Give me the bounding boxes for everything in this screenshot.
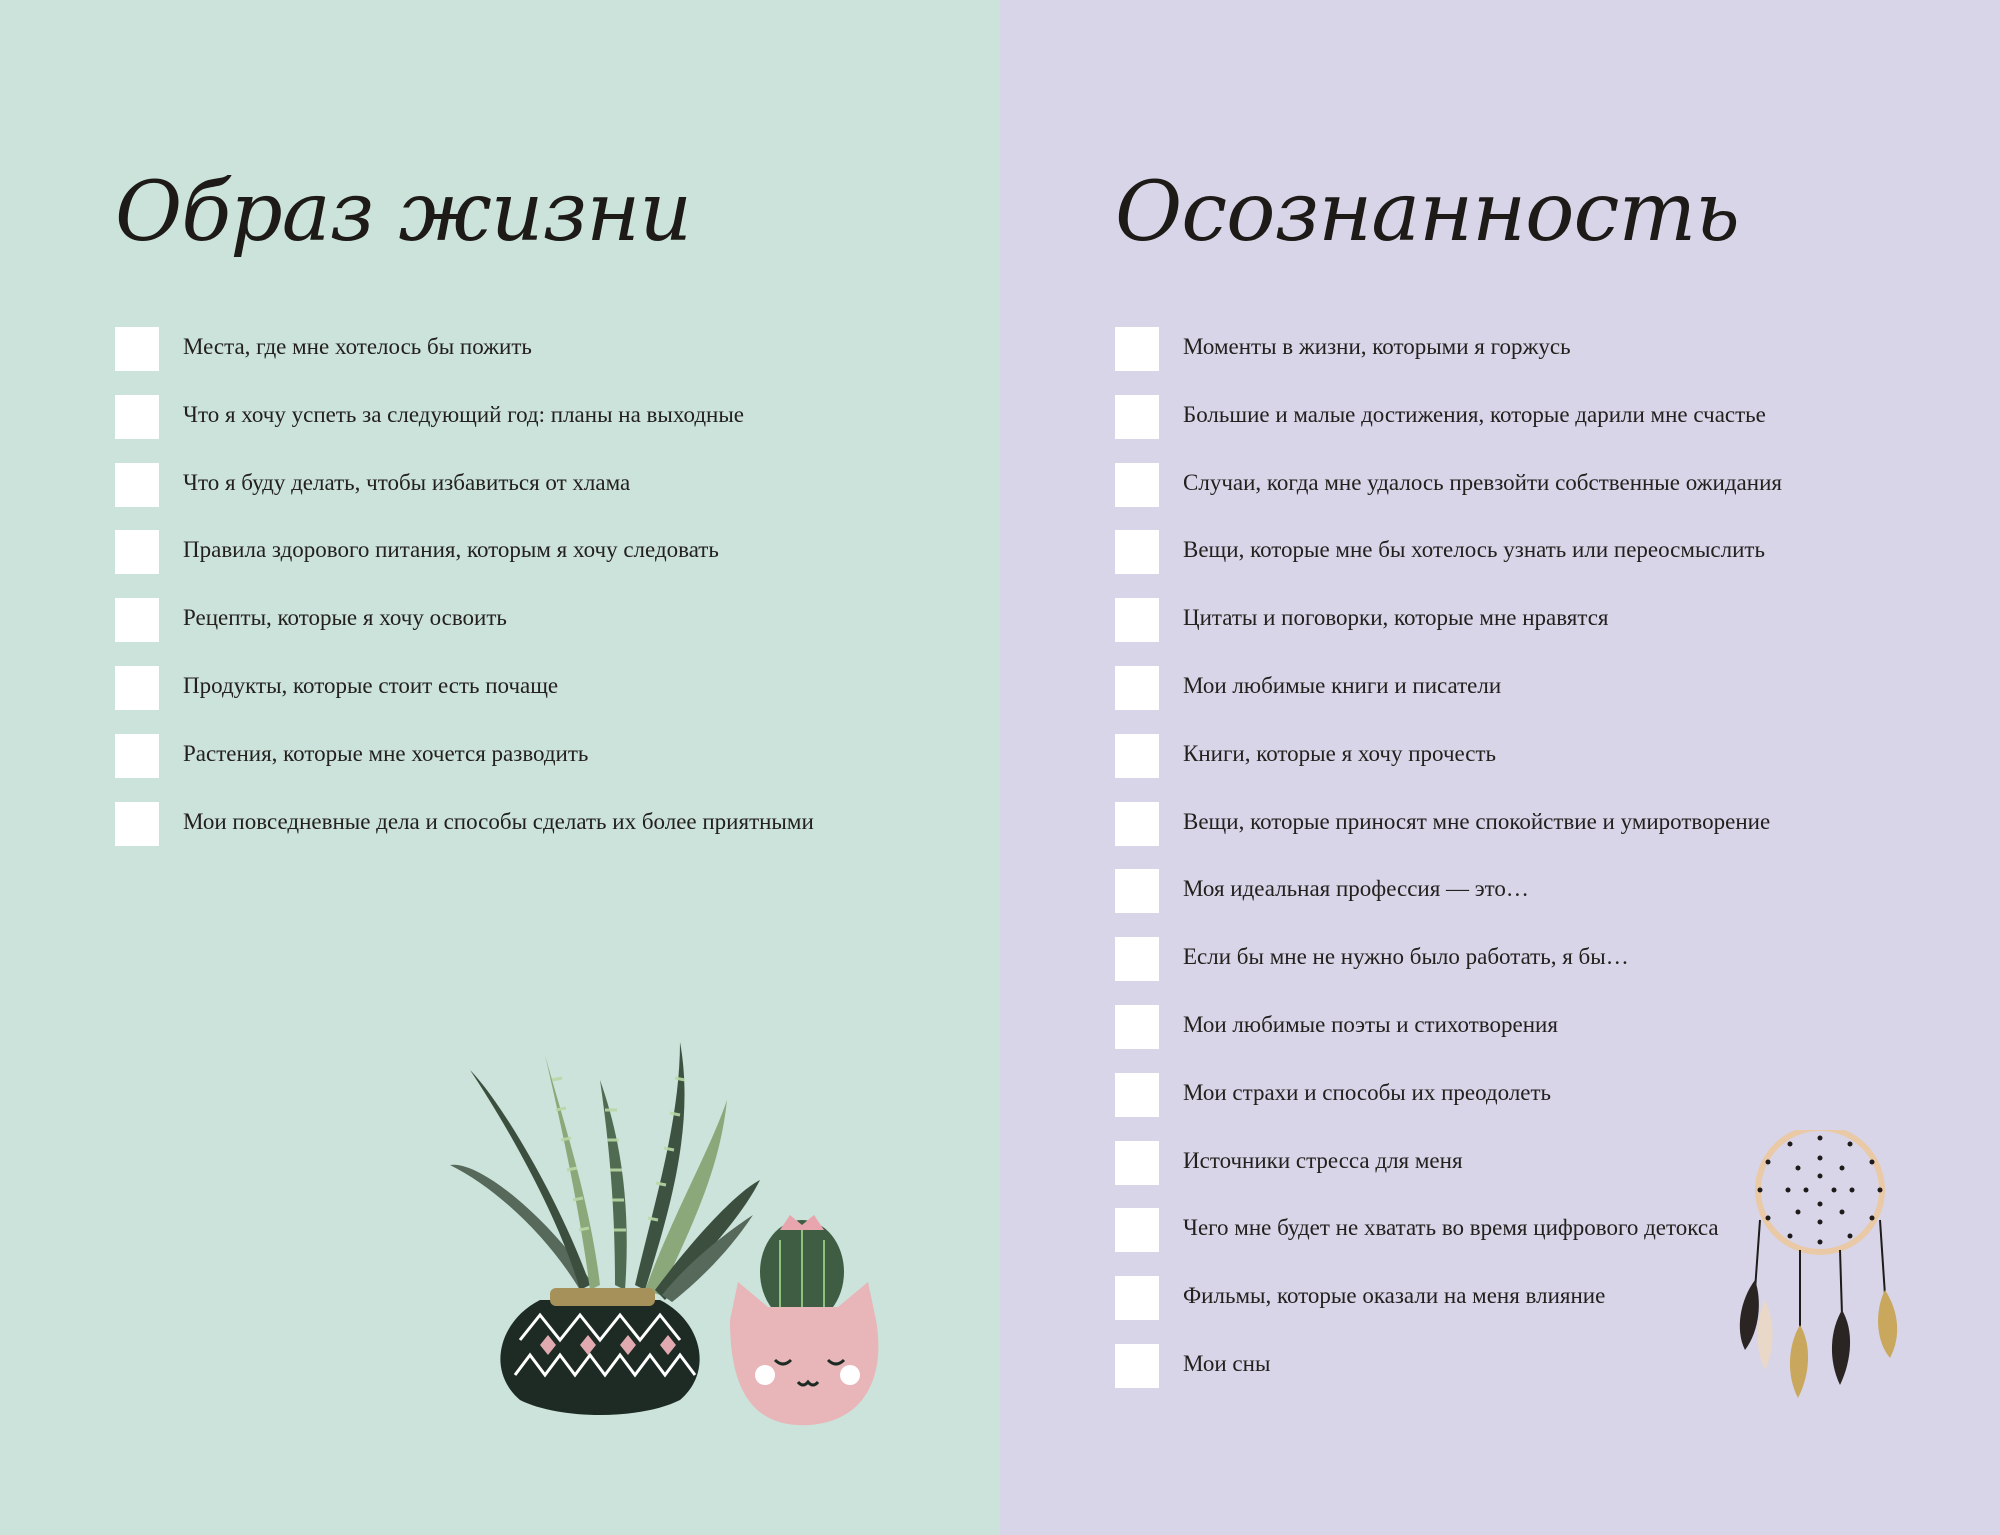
page-title-lifestyle: Образ жизни xyxy=(115,165,692,260)
item-label: Случаи, когда мне удалось превзойти собственные ожидания xyxy=(1183,469,1782,495)
checkbox[interactable] xyxy=(115,395,159,439)
list-item xyxy=(1115,666,1782,734)
item-label: Продукты, которые стоит есть почаще xyxy=(183,672,559,698)
list-item xyxy=(115,802,814,870)
checklist-lifestyle xyxy=(115,327,814,869)
checkbox[interactable] xyxy=(1115,937,1159,981)
list-item xyxy=(1115,530,1782,598)
page-right-mindfulness xyxy=(1000,0,2000,1535)
item-label: Большие и малые достижения, которые дарили мне счастье xyxy=(1183,401,1766,427)
checkbox[interactable] xyxy=(1115,1276,1159,1320)
plant-pot xyxy=(500,1288,699,1415)
item-label: Источники стресса для меня xyxy=(1183,1147,1463,1173)
item-label: Моменты в жизни, которыми я горжусь xyxy=(1183,334,1571,359)
item-label: Рецепты, которые я хочу освоить xyxy=(183,605,507,631)
checkbox[interactable] xyxy=(1115,869,1159,913)
checkbox[interactable] xyxy=(1115,463,1159,507)
list-item xyxy=(1115,463,1782,531)
list-item xyxy=(115,598,814,666)
list-item xyxy=(115,530,814,598)
checkbox[interactable] xyxy=(115,734,159,778)
checkbox[interactable] xyxy=(1115,1141,1159,1185)
item-label: Вещи, которые мне бы хотелось узнать или переосмыслить xyxy=(1183,537,1765,563)
checkbox[interactable] xyxy=(1115,802,1159,846)
item-label: Мои повседневные дела и способы сделать их более приятными xyxy=(183,808,814,834)
list-item xyxy=(1115,1073,1782,1141)
list-item xyxy=(115,734,814,802)
item-label: Что я буду делать, чтобы избавиться от хлама xyxy=(183,469,631,495)
checkbox[interactable] xyxy=(115,327,159,371)
checkbox[interactable] xyxy=(1115,1344,1159,1388)
list-item xyxy=(1115,1005,1782,1073)
checkbox[interactable] xyxy=(1115,1073,1159,1117)
aloe-leaves xyxy=(450,1042,760,1302)
item-label: Книги, которые я хочу прочесть xyxy=(1183,740,1497,766)
item-label: Если бы мне не нужно было работать, я бы… xyxy=(1183,944,1629,970)
item-label: Мои любимые поэты и стихотворения xyxy=(1183,1011,1558,1037)
list-item xyxy=(1115,395,1782,463)
checkbox[interactable] xyxy=(1115,1208,1159,1252)
item-label: Моя идеальная профессия — это… xyxy=(1183,876,1529,902)
list-item xyxy=(115,666,814,734)
list-item xyxy=(115,395,814,463)
list-item xyxy=(1115,1344,1782,1412)
checkbox[interactable] xyxy=(115,802,159,846)
list-item xyxy=(1115,1208,1782,1276)
checklist-mindfulness xyxy=(1115,327,1782,1412)
page-title-mindfulness: Осознанность xyxy=(1115,165,1739,260)
item-label: Вещи, которые приносят мне спокойствие и умиротворение xyxy=(1183,808,1771,834)
item-label: Фильмы, которые оказали на меня влияние xyxy=(1183,1283,1606,1309)
item-label: Мои сны xyxy=(1183,1350,1271,1376)
list-item xyxy=(115,327,814,395)
item-label: Растения, которые мне хочется разводить xyxy=(183,740,589,766)
list-item xyxy=(1115,1276,1782,1344)
checkbox[interactable] xyxy=(1115,734,1159,778)
item-label: Мои страхи и способы их преодолеть xyxy=(1183,1079,1552,1105)
checkbox[interactable] xyxy=(115,530,159,574)
item-label: Чего мне будет не хватать во время цифрового детокса xyxy=(1183,1215,1719,1241)
item-label: Мои любимые книги и писатели xyxy=(1183,672,1502,698)
list-item xyxy=(115,463,814,531)
checkbox[interactable] xyxy=(1115,327,1159,371)
list-item xyxy=(1115,802,1782,870)
item-label: Что я хочу успеть за следующий год: планы на выходные xyxy=(183,401,744,427)
checkbox[interactable] xyxy=(1115,666,1159,710)
checkbox[interactable] xyxy=(1115,530,1159,574)
item-label: Правила здорового питания, которым я хочу следовать xyxy=(183,537,719,563)
checkbox[interactable] xyxy=(1115,598,1159,642)
dreamcatcher-illustration xyxy=(1720,1130,1920,1430)
item-label: Цитаты и поговорки, которые мне нравятся xyxy=(1183,605,1609,631)
checkbox[interactable] xyxy=(115,598,159,642)
list-item xyxy=(1115,598,1782,666)
list-item xyxy=(1115,869,1782,937)
cat-cactus xyxy=(730,1215,878,1425)
list-item xyxy=(1115,1141,1782,1209)
checkbox[interactable] xyxy=(1115,1005,1159,1049)
item-label: Места, где мне хотелось бы пожить xyxy=(183,334,532,359)
list-item xyxy=(1115,734,1782,802)
list-item xyxy=(1115,937,1782,1005)
checkbox[interactable] xyxy=(115,463,159,507)
checkbox[interactable] xyxy=(1115,395,1159,439)
checkbox[interactable] xyxy=(115,666,159,710)
list-item xyxy=(1115,327,1782,395)
potted-plant-and-cat-cactus-illustration xyxy=(440,1040,900,1440)
